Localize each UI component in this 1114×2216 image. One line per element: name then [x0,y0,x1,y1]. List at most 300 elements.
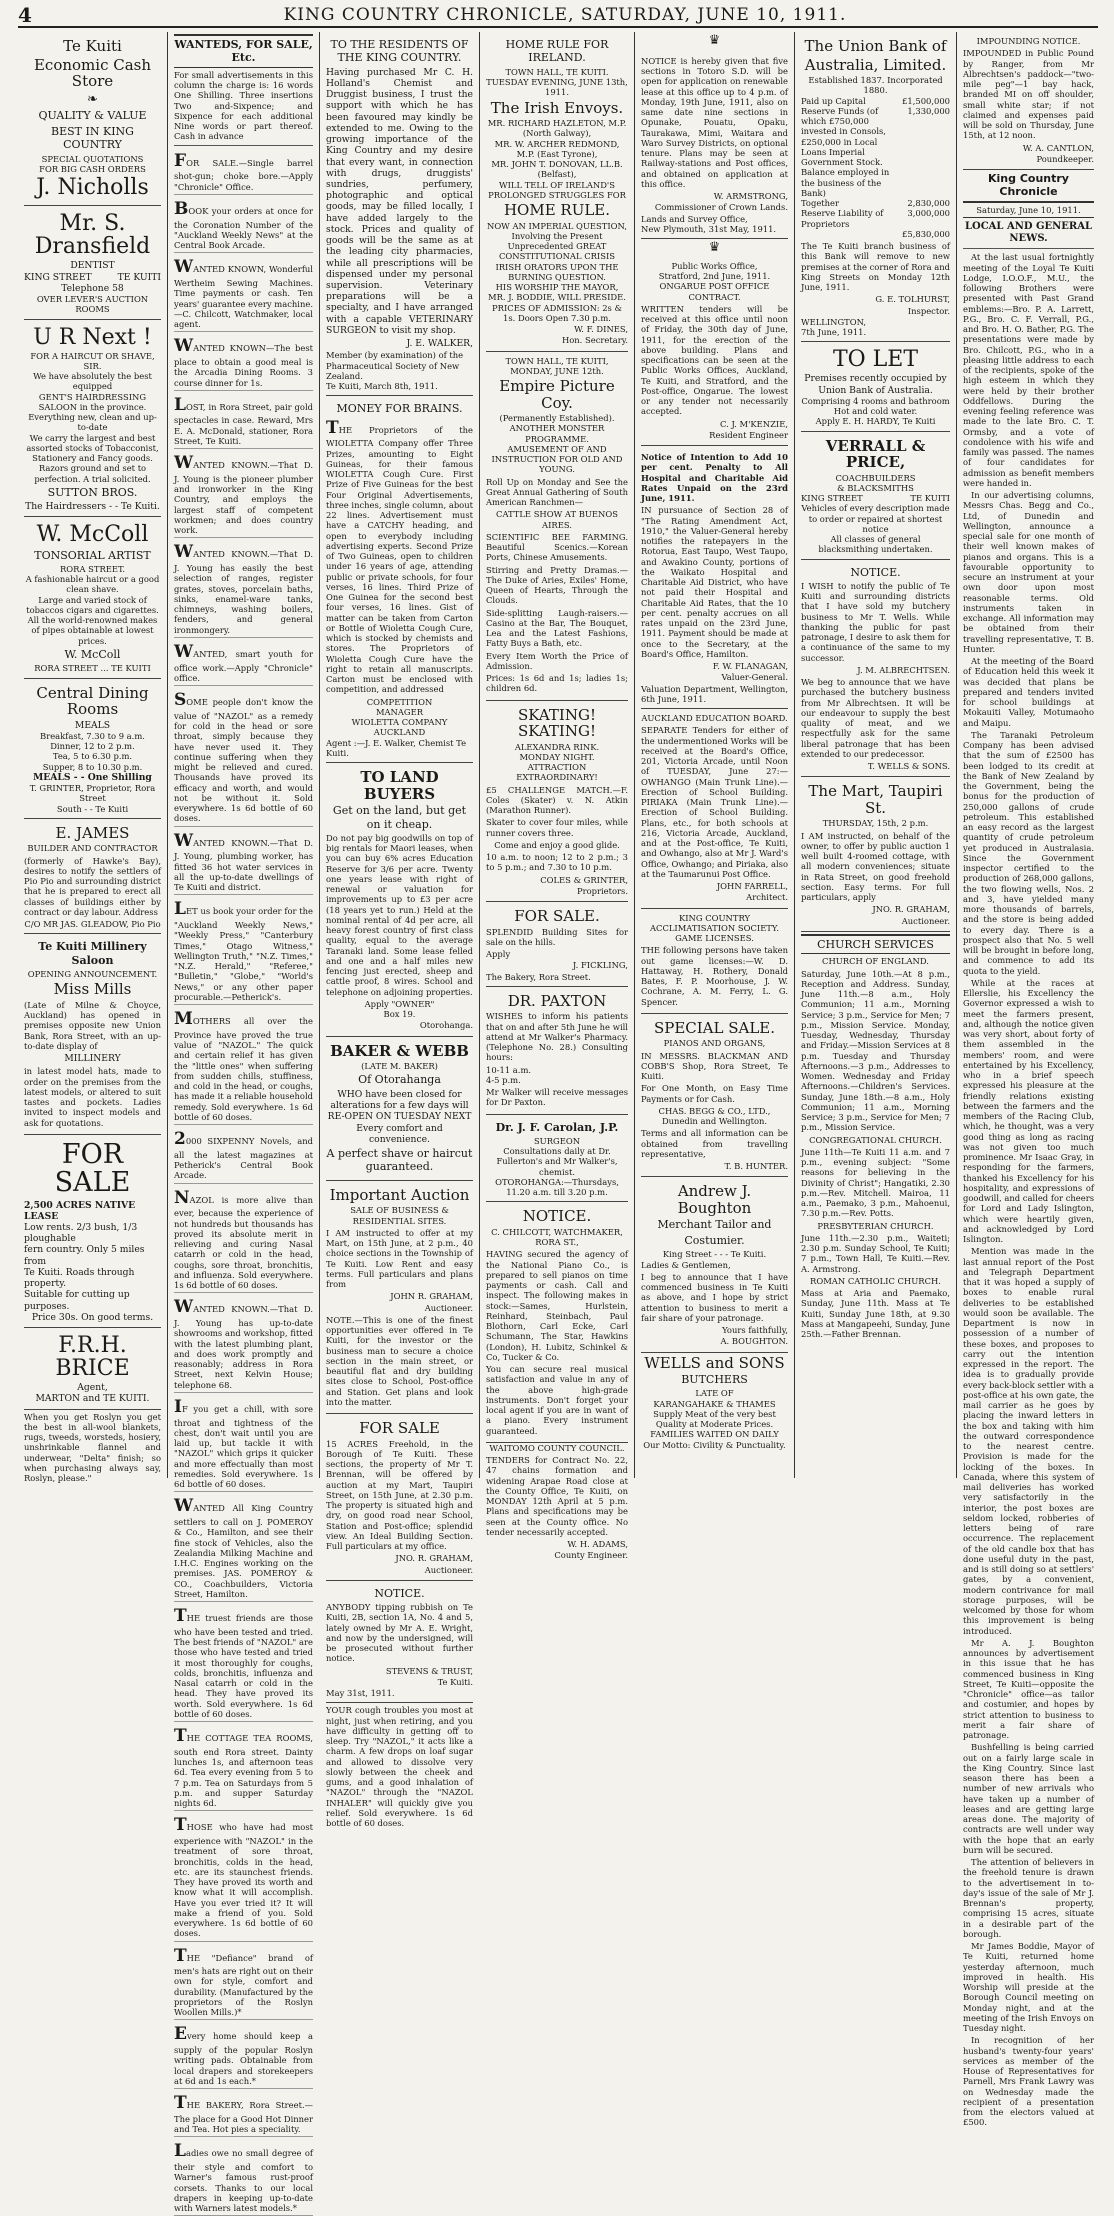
ad-line: Comprising 4 rooms and bathroom Hot and cold water. [801,395,950,417]
notice-important-auction [326,1181,473,1414]
notice-line: HOME RULE. [503,201,611,220]
ad-line: TONSORIAL ARTIST [34,548,151,562]
notice-line: Auctioneer. [424,1302,473,1313]
notice-line: King Street - - - Te Kuiti. [662,1249,767,1260]
church-name: ROMAN CATHOLIC CHURCH. [810,1275,941,1286]
notice-land-buyers [326,763,473,1037]
notice-for-sale-acres [326,1414,473,1581]
notice-heading: SPECIAL SALE. [653,1018,776,1037]
divider [963,248,1094,249]
ad-to-let [801,342,950,431]
notice-heading: HOME RULE FOR IRELAND. [505,38,609,65]
notice-line: TOWN HALL, TE KUITI. [505,66,609,77]
bank-figures [801,96,950,240]
notice-signature: STEVENS & TRUST, [385,1665,473,1676]
ad-heading: U R Next ! [33,324,152,350]
notice-line: NOW AN IMPERIAL QUESTION, Involving the Present Unprecedented GREAT CONSTITUTIONAL CRISIS [486,220,627,262]
ad-line: QUALITY & VALUE [38,109,147,123]
notice-line: Agent :—J. E. Walker, Chemist Te Kuiti. [326,737,467,758]
classified-item: SOME people don't know the value of "NAZOL" as a remedy for cold in the head or sore throat, simply because they have never used it. They continue suffering when they might be relieved and cured. Thousands have proved its efficacy and worth, and would not be without it. Sold everywhere. 1s 6d bottle of 60 doses. [174,688,313,826]
notice-home-rule [486,32,628,352]
notice-line: KARANGAHAKE & THAMES [653,1398,776,1409]
notice-body: SEPARATE Tenders for either of the undermentioned Works will be received at the Board's Office, 201, Victoria Arcade, until Noon of TUESDAY, June 27:— OWHANGO (Main Trunk Line).—Erection of School Building. PIRIAKA (Main Trunk Line).—Erection of School Building. Plans, etc., for both schools at 216, Victoria Arcade, Auckland, and at the Post-office, Te Kuiti, and Owhango, also at Mr J. Ward's Office, Owhango; and Piriaka, also at the Taumarunui Post Office. [641,725,788,879]
ad-address [24,272,161,283]
notice-dr-paxton [486,987,628,1115]
classified-item: 2000 SIXPENNY Novels, and all the latest magazines at Petherick's Central Book Arcade. [174,1127,313,1183]
church-services [801,934,950,1339]
notice-line: Stirring and Pretty Dramas.—The Duke of Aries, Exiles' Home, Queen of Hearts, Through the Clouds. [486,564,628,606]
coat-of-arms-icon: ♛ [708,240,721,256]
ad-line: Dinner, 12 to 2 p.m. [50,741,135,752]
notice-line: WILL TELL OF IRELAND'S PROLONGED STRUGGLES FOR [488,179,626,200]
notice-line: Every comfort and convenience. [356,1122,443,1145]
ad-heading: F.R.H. BRICE [55,1332,130,1382]
ad-heading: W. McColl [36,522,149,548]
ad-line: Te Kuiti. Roads through property. [24,1266,135,1290]
notice-signature: COLES & GRINTER, [540,874,628,885]
notice-heading: DR. PAXTON [507,991,607,1010]
ad-line: Agent, [77,1382,108,1394]
ad-line: SPECIAL QUOTATIONS [41,153,144,164]
ad-line: 7th June, 1911. [801,327,867,337]
ad-line: Supper, 8 to 10.30 p.m. [42,761,143,772]
ad-line: The Hairdressers - - Te Kuiti. [25,501,160,513]
notice-line: Resident Engineer [709,429,788,440]
ad-line: Inspector. [907,305,950,316]
ad-body: (formerly of Hawke's Bay), desires to notify the settlers of Pio Pio and surrounding district that he is prepared to erect all classes of buildings either by contract or day labour. Address [24,855,161,917]
notice-line: SURGEON [533,1135,581,1146]
ad-line: fern country. Only 5 miles from [24,1244,145,1267]
classified-item: LET us book your order for the "Auckland Weekly News," "Weekly Press," "Canterbury Times," Otago Witness," Wellington Truth," "N.Z. Times," "N.Z. Herald," "Referee," "Bulletin," "Globe," "World's News," or any other paper procurable.—Petherick's. [174,897,313,1005]
notice-acclimatisation [641,909,788,1014]
news-paragraph: Bushfelling is being carried out on a fairly large scale in the King Country. Since last season there has been a number of new arrivals who have taken up a number of leases and are getting large areas done. The majority of contracts are well under way with the hope that an early burn will be secured. [963,1742,1094,1855]
ad-street: KING STREET [801,493,863,504]
news-paragraph: Mr A. J. Boughton announces by advertisement in this issue that he has commenced business in King Street, Te Kuiti—opposite the "Chronicle" office—as tailor and costumier, and hopes by strict attention to business to merit a fair share of patronage. [963,1637,1094,1741]
ad-line: Auctioneer. [901,915,950,926]
ad-line: Breakfast, 7.30 to 9 a.m. [40,730,145,741]
notice-education-board [641,709,788,909]
notice-line: Proprietors. [576,885,628,896]
ad-line: RORA STREET ... TE KUITI [34,663,151,674]
notice-line: Dunedin and Wellington. [661,1116,768,1127]
notice-ongarue-post-office [641,257,788,446]
ad-heading: Economic Cash Store [33,55,152,90]
notice-line: TOWN HALL, TE KUITI, [505,355,609,366]
news-paragraph: At the last usual fortnightly meeting of the Loyal Te Kuiti Lodge, I.O.O.F., M.U., the following Brothers were presented with Past Grand emblems:—Bro. P. A. Larrett, P.G., Bro. C. F. Verrall, P.G., and Bro. H. O. Bather, P.G. The presentations were made by Bro. Chilcott, P.G., who in a pleasing little address to each of the recipients, spoke of the high esteem in which they were held by their brother Oddfellows. During the evening feeling reference was made to the late Bro. C. T. Ormsby, and a vote of condolence with his wife and family was passed. The names of four candidates for admission as benefit members were handed in. [963,252,1094,488]
classified-item: MOTHERS all over the Province have proved the true value of "NAZOL." The quick and certain relief it has given the "little ones" when suffering from sudden chills, stuffiness, and cold in the head, or coughs, has made it a reliable household remedy. Sold everywhere. 1s 6d bottle of 60 doses. [174,1007,313,1125]
ad-verrall-price [801,432,950,560]
notice-heading: FOR SALE [359,1419,440,1438]
news-paragraph: At the meeting of the Board of Education held this week it was decided that plans be prepared and tenders invited for school buildings at Mokauiti Valley, Motumaoho and Maipu. [963,656,1094,728]
notice-line: ATTRACTION EXTRAORDINARY! [516,762,598,783]
notice-body: I AM instructed to offer at my Mart, on 15th June, at 2 p.m., 40 choice sections in the Township of Te Kuiti. Low Rent and easy terms. Full particulars and plans from [326,1227,473,1290]
column-2 [168,32,320,2214]
notice-heading: NOTICE. [850,565,901,579]
notice-signature: W. A. CANTLON, [1022,142,1094,153]
notice-line: MANAGER [375,706,424,717]
classified-item: THE BAKERY, Rora Street.—The place for a Good Hot Dinner and Tea. Hot pies a speciality. [174,2091,313,2137]
notice-body: THE Proprietors of the WIOLETTA Company offer Three Prizes, amounting to Eight Guineas, for their famous WIOLETTA Cough Cure. First Prize of Five Guineas for the best Four Original Advertisements, three inches, single column, about 22 lines. Advertisement must have a CATCHY heading, and open to everybody including advertising experts. Second Prize of Two Guineas, open to children under 16 years of age, attending public or private schools, for four verses, 16 lines. Third Prize of One Guinea for the second best four verses, 16 lines. Gist of matter can be taken from Carton or Bottle of Wioletta Cough Cure, which is stocked by chemists and stores. The Proprietors of Wioletta Cough Cure have the right to retain all manuscripts. Carton must be enclosed with competition, and addressed [326,417,473,695]
ad-signature: G. E. TOLHURST, [875,294,950,305]
notice-body: I WISH to notify the public of Te Kuiti and surrounding districts that I have sold my butchery business to Mr T. Wells. While thanking the public for past patronage, I desire to ask them for a continuance of the same to my successor. [801,580,950,663]
ad-line: Established 1837. Incorporated 1880. [808,75,943,96]
ad-central-dining [24,679,161,819]
ad-body: I AM instructed, on behalf of the owner, to offer by public auction 1 well built 4-roomed cottage, with all modern conveniences; situate in Rata Street, on good freehold section. Easy terms. For full particulars, apply [801,830,950,903]
notice-heading: TO THE RESIDENTS OF THE KING COUNTRY. [330,38,469,65]
notice-line: AUCKLAND [373,727,426,738]
ad-heading: VERRALL & PRICE, [825,436,926,472]
notice-line: WIOLETTA COMPANY [351,717,448,728]
notice-body: Having purchased Mr C. H. Holland's Chemist and Druggist business, I trust the support with which he has been favoured may kindly be extended to me. Owing to the growing importance of the King Country and my desire that every want, in connection with drugs, druggists' sundries, perfumery, photographic and optical goods, may be filled locally, I have added largely to the stock. Prices and quality of goods will be the same as at the leading city pharmacies, while all prescriptions will be dispensed under my personal supervision. Veterinary preparations will be a specialty, and I have arranged with a capable VETERINARY SURGEON to visit my shop. [326,66,473,336]
notice-chemist [326,32,473,396]
notice-line: Our Motto: Civility & Punctuality. [643,1439,786,1450]
ad-line: MEALS - - One Shilling [33,771,152,783]
ad-line: OPENING ANNOUNCEMENT. [27,969,158,980]
notice-signature: JOHN R. GRAHAM, [390,1291,473,1302]
notice-line: A perfect shave or haircut guaranteed. [326,1146,473,1174]
divider [174,145,313,146]
bank-figure-label: Paid up Capital [801,95,866,106]
notice-line: Valuer-General. [721,672,788,683]
notice-line: Supply Meat of the very best Quality at Moderate Prices. [653,1408,776,1430]
notice-line: Auctioneer. [424,1564,473,1575]
news-paragraph: In recognition of her husband's twenty-four years' services as member of the House of Representatives for Parnell, Mrs Frank Lawry was on Wednesday made the recipient of a presentation from the electors valued at £500. [963,2035,1094,2128]
bank-figure-row [801,96,950,106]
notice-line: Public Works Office, [671,260,758,271]
notice-rubbish [326,1581,473,1704]
news-paragraph: The Taranaki Petroleum Company has been advised that the sum of £2500 has been lodged to its credit at the Bank of New Zealand by the Government, being the bonus for the production of 250,000 gallons of crude petroleum. This established an easy record as the largest quantity of crude petroleum yet produced in Australasia. Since the Government inspector certified to the production of 268,000 gallons, the two flowing wells, Nos. 2 and 3, have yielded many more thousands of barrels, and the store is being added to every day. There is a prospect also that No. 5 well will be brought in before long, and commence to add its quota to the yield. [963,729,1094,976]
notice-boughton [641,1177,788,1352]
ad-line: FOR A HAIRCUT OR SHAVE, SIR. [30,350,155,371]
notice-line: Every Item Worth the Price of Admission. [486,650,628,671]
ad-heading: TO LET [832,347,919,373]
classified-item: LOST, in Rora Street, pair gold spectacles in case. Reward, Mrs E. A. McDonald, stationer, Rora Street, Te Kuiti. [174,393,313,449]
ad-firm: SUTTON BROS. [47,485,138,499]
notice-heading: AUCKLAND EDUCATION BOARD. [641,713,788,724]
notice-line: Terms and all information can be obtained from travelling representative, [641,1128,788,1159]
column-3 [320,32,480,1829]
wanteds-list [174,149,313,2216]
notice-line: LATE OF [695,1388,734,1399]
notice-line: (LATE M. BAKER) [361,1061,438,1072]
notice-signature: J. FICKLING, [572,960,628,971]
bank-figure-value: 1,330,000 [907,105,950,116]
notice-line: 4-5 p.m. [486,1074,521,1085]
notice-line: Prices: 1s 6d and 1s; ladies 1s; children 6d. [486,673,628,694]
columns [18,32,1100,2214]
bank-figure-label: Reserve Funds (of which £750,000 invested in Consols, £250,000 in Local Loans Imperial Government Stock. Balance employed in the business of the Bank) [801,105,890,198]
ad-heading: Australia, Limited. [804,55,947,74]
column-6 [795,32,957,1478]
notice-line: Te Kuiti, March 8th, 1911. [326,381,438,392]
ad-line: DENTIST [70,260,115,272]
notice-body: IN pursuance of Section 28 of "The Rating Amendment Act, 1910," the Valuer-General hereby notifies the ratepayers in the Rotorua, East Taupo, West Taupo, and Awakino County, portions of the Waikato Hospital and Charitable Aid District, who have not paid their Hospital and Charitable Aid Rates, that the 10 per cent. penalty accrues on all rates unpaid on the 23rd June, 1911. Payment should be made at once to the Secretary, at the Board's Office, Hamilton. [641,505,788,659]
ad-line: WELLINGTON, [801,316,867,327]
ad-line: MILLINERY [64,1053,121,1065]
notice-signature: JOHN FARRELL, [716,881,788,892]
bank-figure-value: £1,500,000 [902,95,950,106]
classified-item: Ladies owe no small degree of their style and comfort to Warner's famous rust-proof corsets. Thanks to our local drapers in keeping up-to-date with Warners latest models.* [174,2139,313,2216]
ad-town: TE KUITI [910,493,950,504]
ad-line: GENT'S HAIRDRESSING SALOON in the province. [38,391,147,412]
classified-item: WANTED KNOWN.—That D. J. Young has easily the best selection of ranges, register grates, stoves, porcelain baths, sinks, enamel-ware tanks, chimneys, washing boilers, fenders, and general ironmongery. [174,540,313,637]
notice-signature: JNO. R. GRAHAM, [395,1553,473,1564]
classified-item: WANTED KNOWN.—That D. J. Young has up-to-date showrooms and workshop, fitted with the latest plumbing plant, and does work promptly and reasonably; address in Rora Street, next Kelvin House; telephone 68. [174,1295,313,1392]
notice-line: Lands and Survey Office, [641,213,748,224]
notice-line: Hon. Secretary. [561,335,628,346]
notice-heading: SKATING! SKATING! [518,705,596,741]
church-body: Mass at Aria and Paemako, Sunday, June 11th. Mass at Te Kuiti, Sunday June 18th, at 9.30 Mass at Mangapeehi, Sunday, June 25th.—Father Brennan. [801,1288,950,1340]
notice-line: ANOTHER MONSTER PROGRAMME. [509,423,605,444]
classified-item: THE COTTAGE TEA ROOMS, south end Rora street. Dainty lunches 1s, and afternoon teas 6d. Tea every evening from 5 to 7 p.m. Tea on Saturdays from 5 p.m. and supper Saturday nights 6d. [174,1724,313,1811]
ad-signature: JNO. R. GRAHAM, [872,904,950,915]
notice-signature: T. WELLS & SONS. [867,761,950,772]
notice-line: Yours faithfully, [722,1325,788,1336]
ad-town: TE KUITI [117,271,161,283]
notice-heading: MONEY FOR BRAINS. [336,402,463,416]
ornament-icon: ❧ [87,91,98,107]
column-5 [635,32,795,1478]
notice-line: 6th June, 1911. [641,693,707,704]
notice-body: THE following persons have taken out game licenses:—W. D. Hattaway, H. Rothery, Donald Bates, F. P. Moorhouse, J. W. Cochrane, A. M. Ferry, L. G. Spencer. [641,945,788,1007]
ad-line: Tea, 5 to 6.30 p.m. [52,751,133,762]
ad-line: A fashionable haircut or a good clean shave. [25,574,160,595]
ad-line: Telephone 58 [61,282,124,294]
notice-line: TUESDAY EVENING, JUNE 13th, 1911. [486,77,628,98]
notice-line: Otorohanga. [419,1020,473,1031]
notice-body: IN MESSRS. BLACKMAN AND COBB'S Shop, Rora Street, Te Kuiti. [641,1050,788,1082]
notice-heading: TO LAND BUYERS [360,768,439,803]
notice-heading: Dr. J. F. Carolan, J.P. [495,1120,619,1134]
classified-item: WANTED KNOWN—The best place to obtain a good meal is the Arcadia Dining Rooms. 3 course dinner for 1s. [174,334,313,390]
bank-figure-row [801,106,950,198]
notice-line: PIANOS AND ORGANS, [663,1038,766,1049]
ad-address [801,493,950,503]
notice-line: Commissioner of Crown Lands. [654,202,788,213]
notice-line: SALE OF BUSINESS & RESIDENTIAL SITES. [350,1205,449,1226]
notice-heading: KING COUNTRY ACCLIMATISATION SOCIETY. [650,912,779,933]
ad-heading: E. JAMES [55,823,130,842]
notice-body: IMPOUNDED in Public Pound by Ranger, from Mr Albrechtsen's paddock—"two-mile peg"—1 bay hack, branded MI on off shoulder, small white star; if not claimed and expenses paid will be sold on Thursday, June 15th, at 12 noon. [963,48,1094,141]
notice-body: 15 ACRES Freehold, in the Borough of Te Kuiti. These sections, the property of Mr T. Brennan, will be offered by auction at my Mart, Taupiri Street, on 15th June, at 2.30 p.m. The property is situated high and dry, on good road near School, Station and Post-office; splendid view. An Ideal Building Section. Full particulars at my office. [326,1438,473,1552]
ad-heading: The Union Bank of [804,37,947,55]
ad-body: (Late of Milne & Choyce, Auckland) has opened in premises opposite new Union Bank, Rora Street, with an up-to-date display of [24,999,161,1051]
notice-line: Consultations daily at Dr. Fullerton's and Mr Walker's, chemist. [496,1146,618,1177]
notice-line: MR. RICHARD HAZLETON, M.P. (North Galway), [487,118,627,139]
ad-line: Everything new, clean and up-to-date [28,412,157,433]
page-number: 4 [18,3,32,27]
ad-line: All the world-renowned makes of pipes obtainable at lowest prices. [27,615,158,646]
notice-line: Ladies & Gentlemen, [641,1259,731,1270]
notice-line: C. CHILCOTT, WATCHMAKER, RORA ST., [491,1226,623,1248]
notice-body: YOUR cough troubles you most at night, just when retiring, and you have difficulty in getting off to sleep. Try "NAZOL," it acts like a charm. A few drops on loaf sugar and allowed to dissolve very slowly between the cheek and gums, and a good inhalation of "NAZOL" through the "NAZOL INHALER" will quickly give you relief. Sold everywhere. 1s 6d bottle of 60 doses. [326,1705,473,1829]
church-body: June 11th—Te Kuiti 11 a.m. and 7 p.m., evening subject: "Some reasons for believing in the Divinity of Christ"; Hangatiki, 2.30 p.m.—Rev. Mitchell. Mairoa, 11 a.m., Paemako, 3 p.m., Mahoenui, 7.30 p.m.—Rev. Potts. [801,1146,950,1219]
notice-skating [486,701,628,903]
classified-item: THOSE who have had most experience with "NAZOL" in the treatment of sore throat, bronchitis, colds in the head, etc. are its staunchest friends. They have proved its worth and know what it will accomplish. Have you ever tried it? It will make a friend of you. Sold everywhere. 1s 6d bottle of 60 doses. [174,1813,313,1941]
church-body: June 11th.—2.30 p.m., Waiteti; 2.30 p.m. Sunday School, Te Kuiti; 7 p.m., Town Hall, Te Kuiti.—Rev. A. Armstrong. [801,1232,950,1274]
notice-line: Box 19. [383,1009,416,1020]
news-paragraph: Mention was made in the last annual report of the Post and Telegraph Department that it was hoped a supply of boxes to enable rural deliveries to be established would soon be available. The Department is now in possession of a number of these boxes, and proposes to carry out the intention expressed in the report. The idea is to gradually provide every back-block settler with a post-office at his own gate, the mail carrier as he goes by placing the inward letters in the box and taking with him the outward correspondence to the nearest centre. Provision is made for the locking of the boxes. In Canada, where this system of mail deliveries has worked very satisfactorily in the interior, the post boxes are seldom locked, robberies of letters being of rare occurrence. The replacement of the old candle box that has done useful duty in the past, and is still doing so at settlers' gates, by a convenient, modern contrivance for mail storage purposes, will be welcomed by those for whom this improvement is being introduced. [963,1246,1094,1636]
notice-body: We beg to announce that we have purchased the butchery business from Mr Albrechtsen. It will be our endeavour to supply the best quality of meat, and we respectfully ask for the same liberal patronage that has been extended to our predecessor. [801,677,950,759]
notice-heading: Notice of Intention to Add 10 per cent. Penalty to All Hospital and Charitable Aid Rates Unpaid on the 23rd June, 1911. [641,452,788,504]
notice-money-for-brains [326,396,473,763]
notice-line: 10-11 a.m. [486,1064,532,1075]
ad-line: All classes of general blacksmithing undertaken. [818,534,933,555]
paper-title: King Country Chronicle [988,172,1069,199]
notice-line: RE-OPEN ON TUESDAY NEXT [327,1111,472,1123]
ad-sutton-bros [24,320,161,518]
notice-line: Stratford, 2nd June, 1911. [658,271,771,282]
ad-line: MEALS [74,719,111,731]
notice-line: Member (by examination) of the Pharmaceutical Society of New Zealand. [326,350,464,381]
notice-line: Valuation Department, Wellington, [641,683,788,694]
ad-line: W. McColl [64,647,121,661]
bank-figure-value: £5,830,000 [902,228,950,239]
notice-signature: J. E. WALKER, [406,338,473,350]
notice-body: WISHES to inform his patients that on and after 5th June he will attend at Mr Walker's Pharmacy. (Telephone No. 28.) Consulting hours: [486,1011,628,1063]
wanteds-heading: WANTEDS, FOR SALE, Etc. [174,34,313,68]
ad-line: OVER LEVER'S AUCTION ROOMS [36,294,149,315]
ad-line: Apply E. H. HARDY, Te Kuiti [815,416,936,427]
notice-line: New Plymouth, 31st May, 1911. [641,223,777,234]
notice-heading: WAITOMO COUNTY COUNCIL. [489,1442,625,1453]
notice-line: AMUSEMENT OF AND INSTRUCTION FOR OLD AND YOUNG. [491,443,623,475]
paper-date: Saturday, June 10, 1911. [963,201,1094,218]
notice-heading: FOR SALE. [514,907,600,926]
notice-building-sites [486,902,628,987]
column-1 [18,32,168,1484]
notice-line: FAMILIES WAITED ON DAILY [650,1429,779,1440]
notice-line: Side-splitting Laugh-raisers.—Casino at the Bar, The Bouquet, Lea and the Latest Fashions, Fatty Buys a Bath, etc. [486,607,628,649]
notice-subheading: Get on the land, but get on it cheap. [332,804,467,831]
ad-heading: Te Kuiti [63,37,122,55]
bank-figure-row [801,229,950,239]
news-paragraphs [963,252,1094,2127]
ad-brice [24,1328,161,1410]
column-4 [480,32,635,1561]
ad-line: T. GRINTER, Proprietor, Rora Street [29,783,156,804]
notice-line: COMPETITION [366,696,433,707]
ad-line: MARTON and TE KUITI. [35,1393,150,1405]
classified-item: THE "Defiance" brand of men's hats are right out on their own for style, comfort and durability. (Manufactured by the proprietors of the Roslyn Woollen Mills.)* [174,1944,313,2021]
news-heading: LOCAL AND GENERAL NEWS. [964,221,1093,245]
notice-line: The Bakery, Rora Street. [486,971,591,982]
notice-heading: IMPOUNDING NOTICE. [976,36,1081,46]
ad-name: Miss Mills [53,980,132,999]
notice-body: TENDERS for Contract No. 22, 47 chains formation and widening Arapae Road close at the County Office, Te Kuiti, on MONDAY 12th April at 5 p.m. Plans and specifications may be seen at the County office. No tender necessarily accepted. [486,1455,628,1537]
ad-heading: Mr. S. Dransfield [34,211,151,260]
classified-item: IF you get a chill, with sore throat and tightness of the chest, don't wait until you are laid up, but tackle it with "NAZOL" which grips it quicker and more effectually than most remedies. Sold everywhere. 1s 6d bottle of 60 doses. [174,1395,313,1492]
ad-line: BUILDER AND CONTRACTOR [27,843,158,854]
bank-figure-row [801,208,950,229]
news-paragraph: Mr James Boddie, Mayor of Te Kuiti, returned home yesterday afternoon, much improved in health. His Worship will preside at the Borough Council meeting on Monday night, and at the meeting of the Irish Envoys on Tuesday night. [963,1941,1094,2034]
ad-dentist [24,206,161,319]
ad-line: Razors ground and set to perfection. A trial solicited. [34,463,151,484]
ad-line: Large and varied stock of tobaccos cigars and cigarettes. [26,594,159,615]
notice-body: Do not pay big goodwills on top of big rentals for Maori leases, when you can buy 6% acres Education Reserve for 3/6 per acre. Twenty one years lease with right of renewal or valuation for improvements up to £3 per acre (18 years yet to run.) Held at the nominal rental of 4d per acre, all heavy forest country of first class quality, equal to the average Taranaki land. Some lease felled and one and a half miles new fencing just erected, sheep and cattle proof, 8 wires. School and telephone on adjoining properties. [326,832,473,997]
classified-item: THE truest friends are those who have been tested and tried. The best friends of "NAZOL" are those who have tested and tried it most thoroughly for coughs, colds, bronchitis, influenza and Nasal catarrh or cold in the head. They have proved its worth. Sold everywhere. 1s 6d bottle of 60 doses. [174,1604,313,1722]
notice-line: Of Otorahanga [358,1073,441,1087]
notice-line: MR. W. ARCHER REDMOND, M.P. (East Tyrone), [494,138,620,159]
ad-line: THURSDAY, 15th, 2 p.m. [822,818,929,829]
notice-chilcott-pianos [486,1202,628,1443]
notice-body: I beg to announce that I have commenced business in Te Kuiti as above, and I hope by strict attention to business to merit a fair share of your patronage. [641,1271,788,1323]
ad-body: When you get Roslyn you get the best in all-wool blankets, rugs, tweeds, worsteds, hosiery, unshrinkable flannel and underwear, "Delta" finish; so when purchasing always say, Roslyn, please." [24,1411,161,1484]
notice-empire-picture [486,352,628,701]
ad-line: 2,500 ACRES NATIVE LEASE [24,1199,136,1222]
ad-heading: Central Dining Rooms [36,683,149,719]
notice-signature: J. M. ALBRECHTSEN. [857,664,950,675]
ad-body: The Te Kuiti branch business of this Bank will remove to new premises at the corner of Rora and King Streets on Monday 12th June, 1911. [801,241,950,292]
coat-of-arms-icon: ♛ [708,33,721,48]
classified-item: FOR SALE.—Single barrel shot-gun; choke bore.—Apply "Chronicle" Office. [174,149,313,195]
notice-line: Te Kuiti. [437,1676,473,1687]
ad-line: RORA STREET. [59,563,126,574]
classified-item: NAZOL is more alive than ever, because the experience of not hundreds but thousands has proved its absolute merit in relieving and curing Nasal catarrh or cold in the head, coughs, sore throat, bronchitis, and influenza. Sold everywhere. 1s 6d bottle of 60 doses. [174,1186,313,1294]
notice-heading: Empire Picture Coy. [499,377,615,412]
ad-roslyn [24,1412,161,1484]
notice-rates-penalty [641,446,788,709]
notice-heading: NOTICE. [374,1586,425,1600]
notice-line: PRICES OF ADMISSION: 2s & 1s. Doors Open 7.30 p.m. [492,302,622,323]
column-7 [957,32,1100,2128]
ad-line: Price 30s. On good terms. [31,1311,154,1323]
notice-line: WHO have been closed for alterations for a few days will [330,1088,469,1112]
notice-signature: T. B. HUNTER. [724,1161,788,1172]
notice-line: For One Month, on Easy Time Payments or for Cash. [641,1083,788,1104]
notice-line: May 31st, 1911. [326,1688,395,1699]
newspaper-title: KING COUNTRY CHRONICLE, SATURDAY, JUNE 10, 1911. [283,5,847,25]
ad-line: Vehicles of every description made to order or repaired at shortest notice [801,503,950,534]
notice-signature: W. H. ADAMS, [567,1539,628,1550]
notice-line: MONDAY NIGHT. [519,751,595,762]
notice-heading: ONGARUE POST OFFICE CONTRACT. [659,281,770,302]
notice-line: HIS WORSHIP THE MAYOR, MR. J. BODDIE, WILL PRESIDE. [488,282,626,303]
notice-line: Come and enjoy a good glide. [494,839,620,850]
notice-wells-sons [641,1355,788,1450]
notice-line: MR. JOHN T. DONOVAN, LL.B. (Belfast), [491,159,623,180]
ad-mccoll [24,517,161,678]
bank-figure-value: 2,830,000 [907,198,950,208]
notice-line: Architect. [746,892,788,903]
ad-heading: Te Kuiti Millinery Saloon [38,940,147,967]
notice-heading: Andrew J. Boughton [677,1182,752,1217]
masthead [18,4,1098,28]
notice-line: Poundkeeper. [1036,153,1094,164]
notice-dr-carolan [486,1115,628,1203]
notice-line: (Permanently Established). [499,413,615,424]
notice-body: SPLENDID Building Sites for sale on the hills. [486,926,628,947]
notice-line: SCIENTIFIC BEE FARMING. Beautiful Scenics.—Korean Ports, Chinese Amusements. [486,531,628,563]
notice-crown-lands [641,50,788,239]
notice-line: Apply "OWNER" [364,998,435,1009]
ad-line: C/O MR JAS. GLEADOW, Pio Pio [24,919,161,930]
classified-item: WANTED KNOWN.—That D. J. Young, plumbing worker, has fitted 36 hot water services in all the up-to-date dwellings of Te Kuiti and district. [174,829,313,896]
ad-owner: J. Nicholls [36,175,149,201]
notice-body: NOTICE is hereby given that five sections in Totoro S.D. will be open for application on renewable lease at this office up to 4 p.m. of Monday, 19th June, 1911, also on same date nine sections in Opunake, Pouatu, Opaku, Taurakawa, Mimi, Waitara and Waro Survey Districts, on optional tenure. Plans may be seen at Railway-stations and Post offices, and obtained on application at this office. [641,55,788,189]
notice-butchery [801,560,950,778]
notice-special-sale [641,1014,788,1178]
church-name: PRESBYTERIAN CHURCH. [817,1220,934,1231]
news-paragraph: The attention of believers in the freehold tenure is drawn to the advertisement in to-day's issue of the sale of Mr J. Brennan's property, comprising 15 acres, situate in a desirable part of the borough. [963,1857,1094,1939]
notice-signature: W. F. DINES, [574,324,628,335]
classified-item: WANTED KNOWN, Wonderful Wertheim Sewing Machines. Time payments or cash. Ten years' guarantee every machine.—C. Chilcott, Watchmaker, local agent. [174,255,313,332]
classified-item: WANTED, smart youth for office work.—Apply "Chronicle" office. [174,640,313,686]
ad-line: Low rents. 2/3 bush, 1/3 ploughable [24,1221,138,1245]
notice-heading: WELLS and SONS [644,1353,785,1372]
ad-millinery [24,934,161,1135]
notice-line: BUTCHERS [681,1373,748,1387]
